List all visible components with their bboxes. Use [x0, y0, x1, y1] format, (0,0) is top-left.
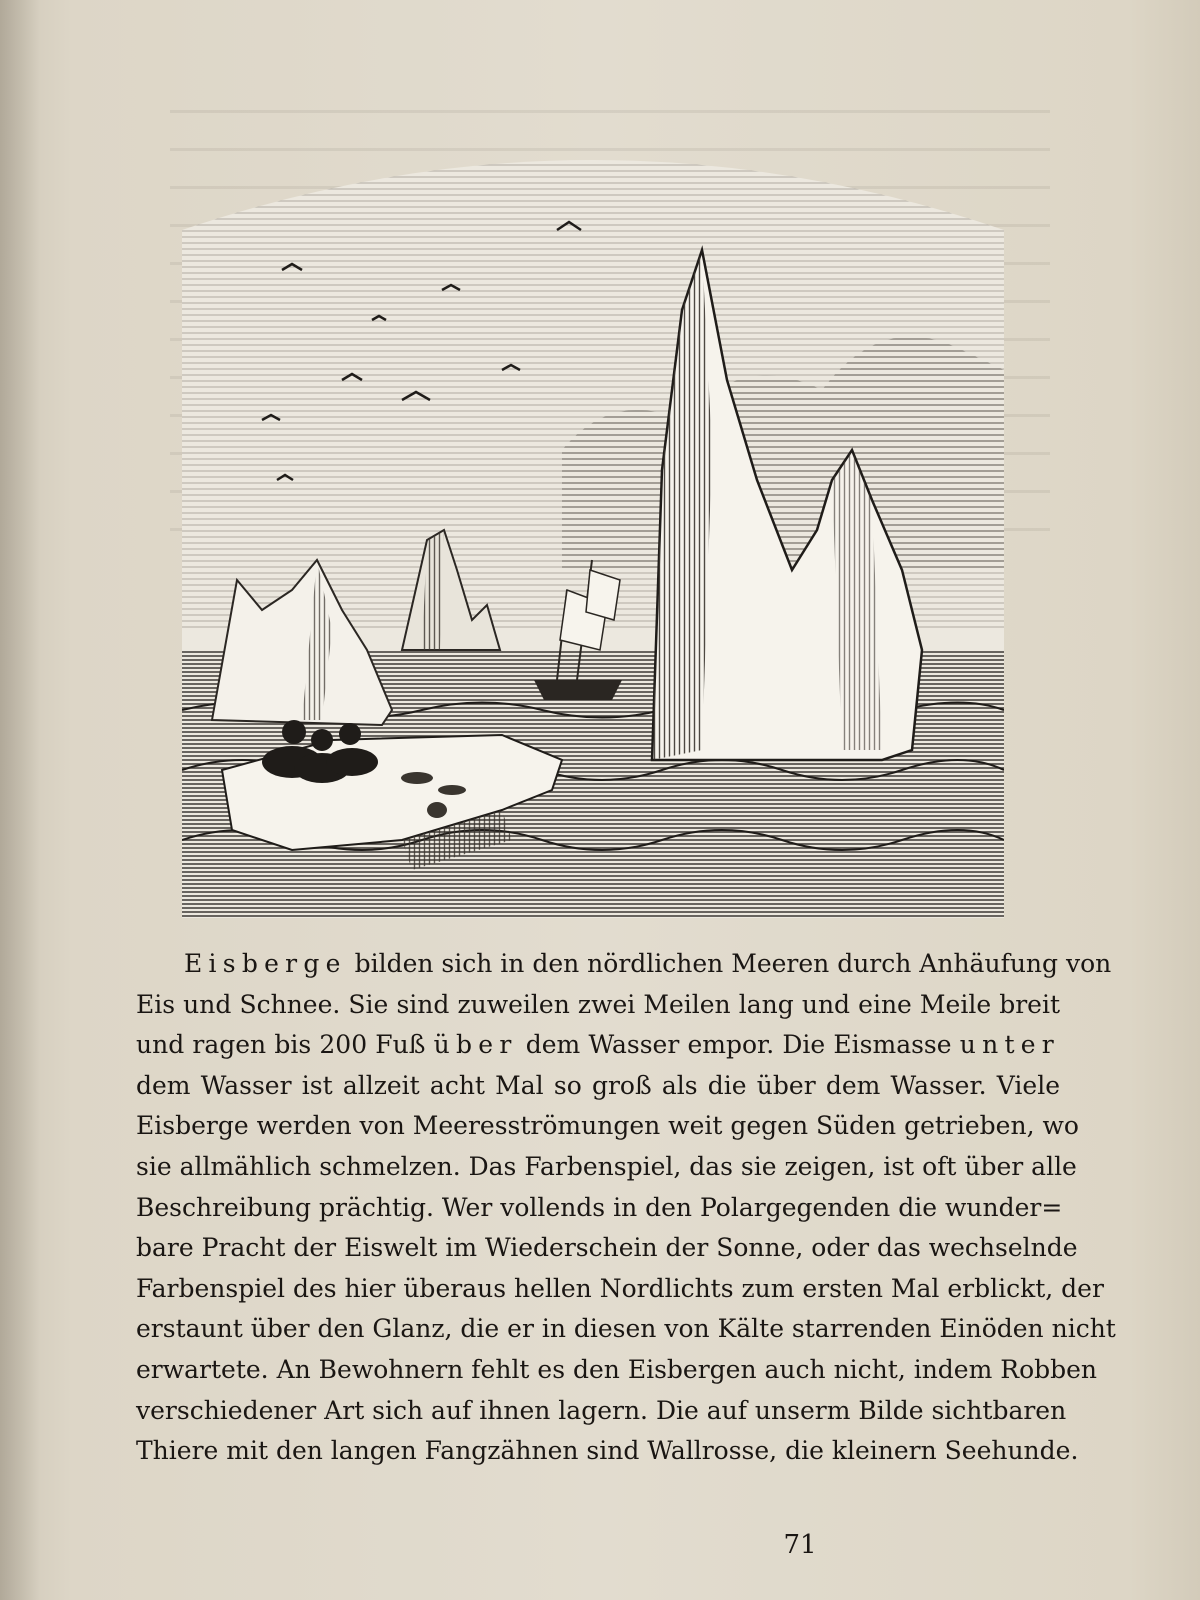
text-line: sie allmählich schmelzen. Das Farbenspiel, das sie zeigen, ist oft über alle [136, 1151, 1077, 1181]
text-line: verschiedener Art sich auf ihnen lagern. Die auf unserm Bilde sichtbaren [136, 1395, 1067, 1425]
emphasized-word: über [433, 1030, 518, 1060]
page-number: 71 [783, 1530, 817, 1560]
engraving-svg [182, 150, 1004, 918]
text-line: Eisberge bilden sich in den nördlichen Meeren durch Anhäufung von [184, 949, 1112, 978]
text-line: bare Pracht der Eiswelt im Wiederschein der Sonne, oder das wechselnde [136, 1233, 1078, 1263]
text-line: Farbenspiel des hier überaus hellen Nordlichts zum ersten Mal erblickt, der [136, 1273, 1104, 1303]
text-line: Beschreibung prächtig. Wer vollends in den Polargegenden die wunder= [136, 1192, 1063, 1222]
text-line: erstaunt über den Glanz, die er in diesen von Kälte starrenden Einöden nicht [136, 1314, 1116, 1344]
page-gutter-shadow [0, 0, 40, 1600]
text-line: Eis und Schnee. Sie sind zuweilen zwei Meilen lang und eine Meile breit [136, 989, 1060, 1019]
emphasized-word: unter [959, 1030, 1061, 1060]
emphasized-word: Eisberge [184, 949, 347, 978]
text-line: Eisberge werden von Meeresströmungen weit gegen Süden getrieben, wo [136, 1111, 1079, 1141]
text-line: dem Wasser ist allzeit acht Mal so groß als die über dem Wasser. Viele [136, 1070, 1060, 1100]
text-line: erwartete. An Bewohnern fehlt es den Eisbergen auch nicht, indem Robben [136, 1354, 1098, 1384]
text-line: und ragen bis 200 Fuß über dem Wasser empor. Die Eismasse unter [136, 1030, 1061, 1060]
text-line: Thiere mit den langen Fangzähnen sind Wallrosse, die kleinern Seehunde. [136, 1436, 1079, 1466]
iceberg-engraving [182, 150, 1004, 918]
body-paragraph [136, 944, 1116, 1472]
